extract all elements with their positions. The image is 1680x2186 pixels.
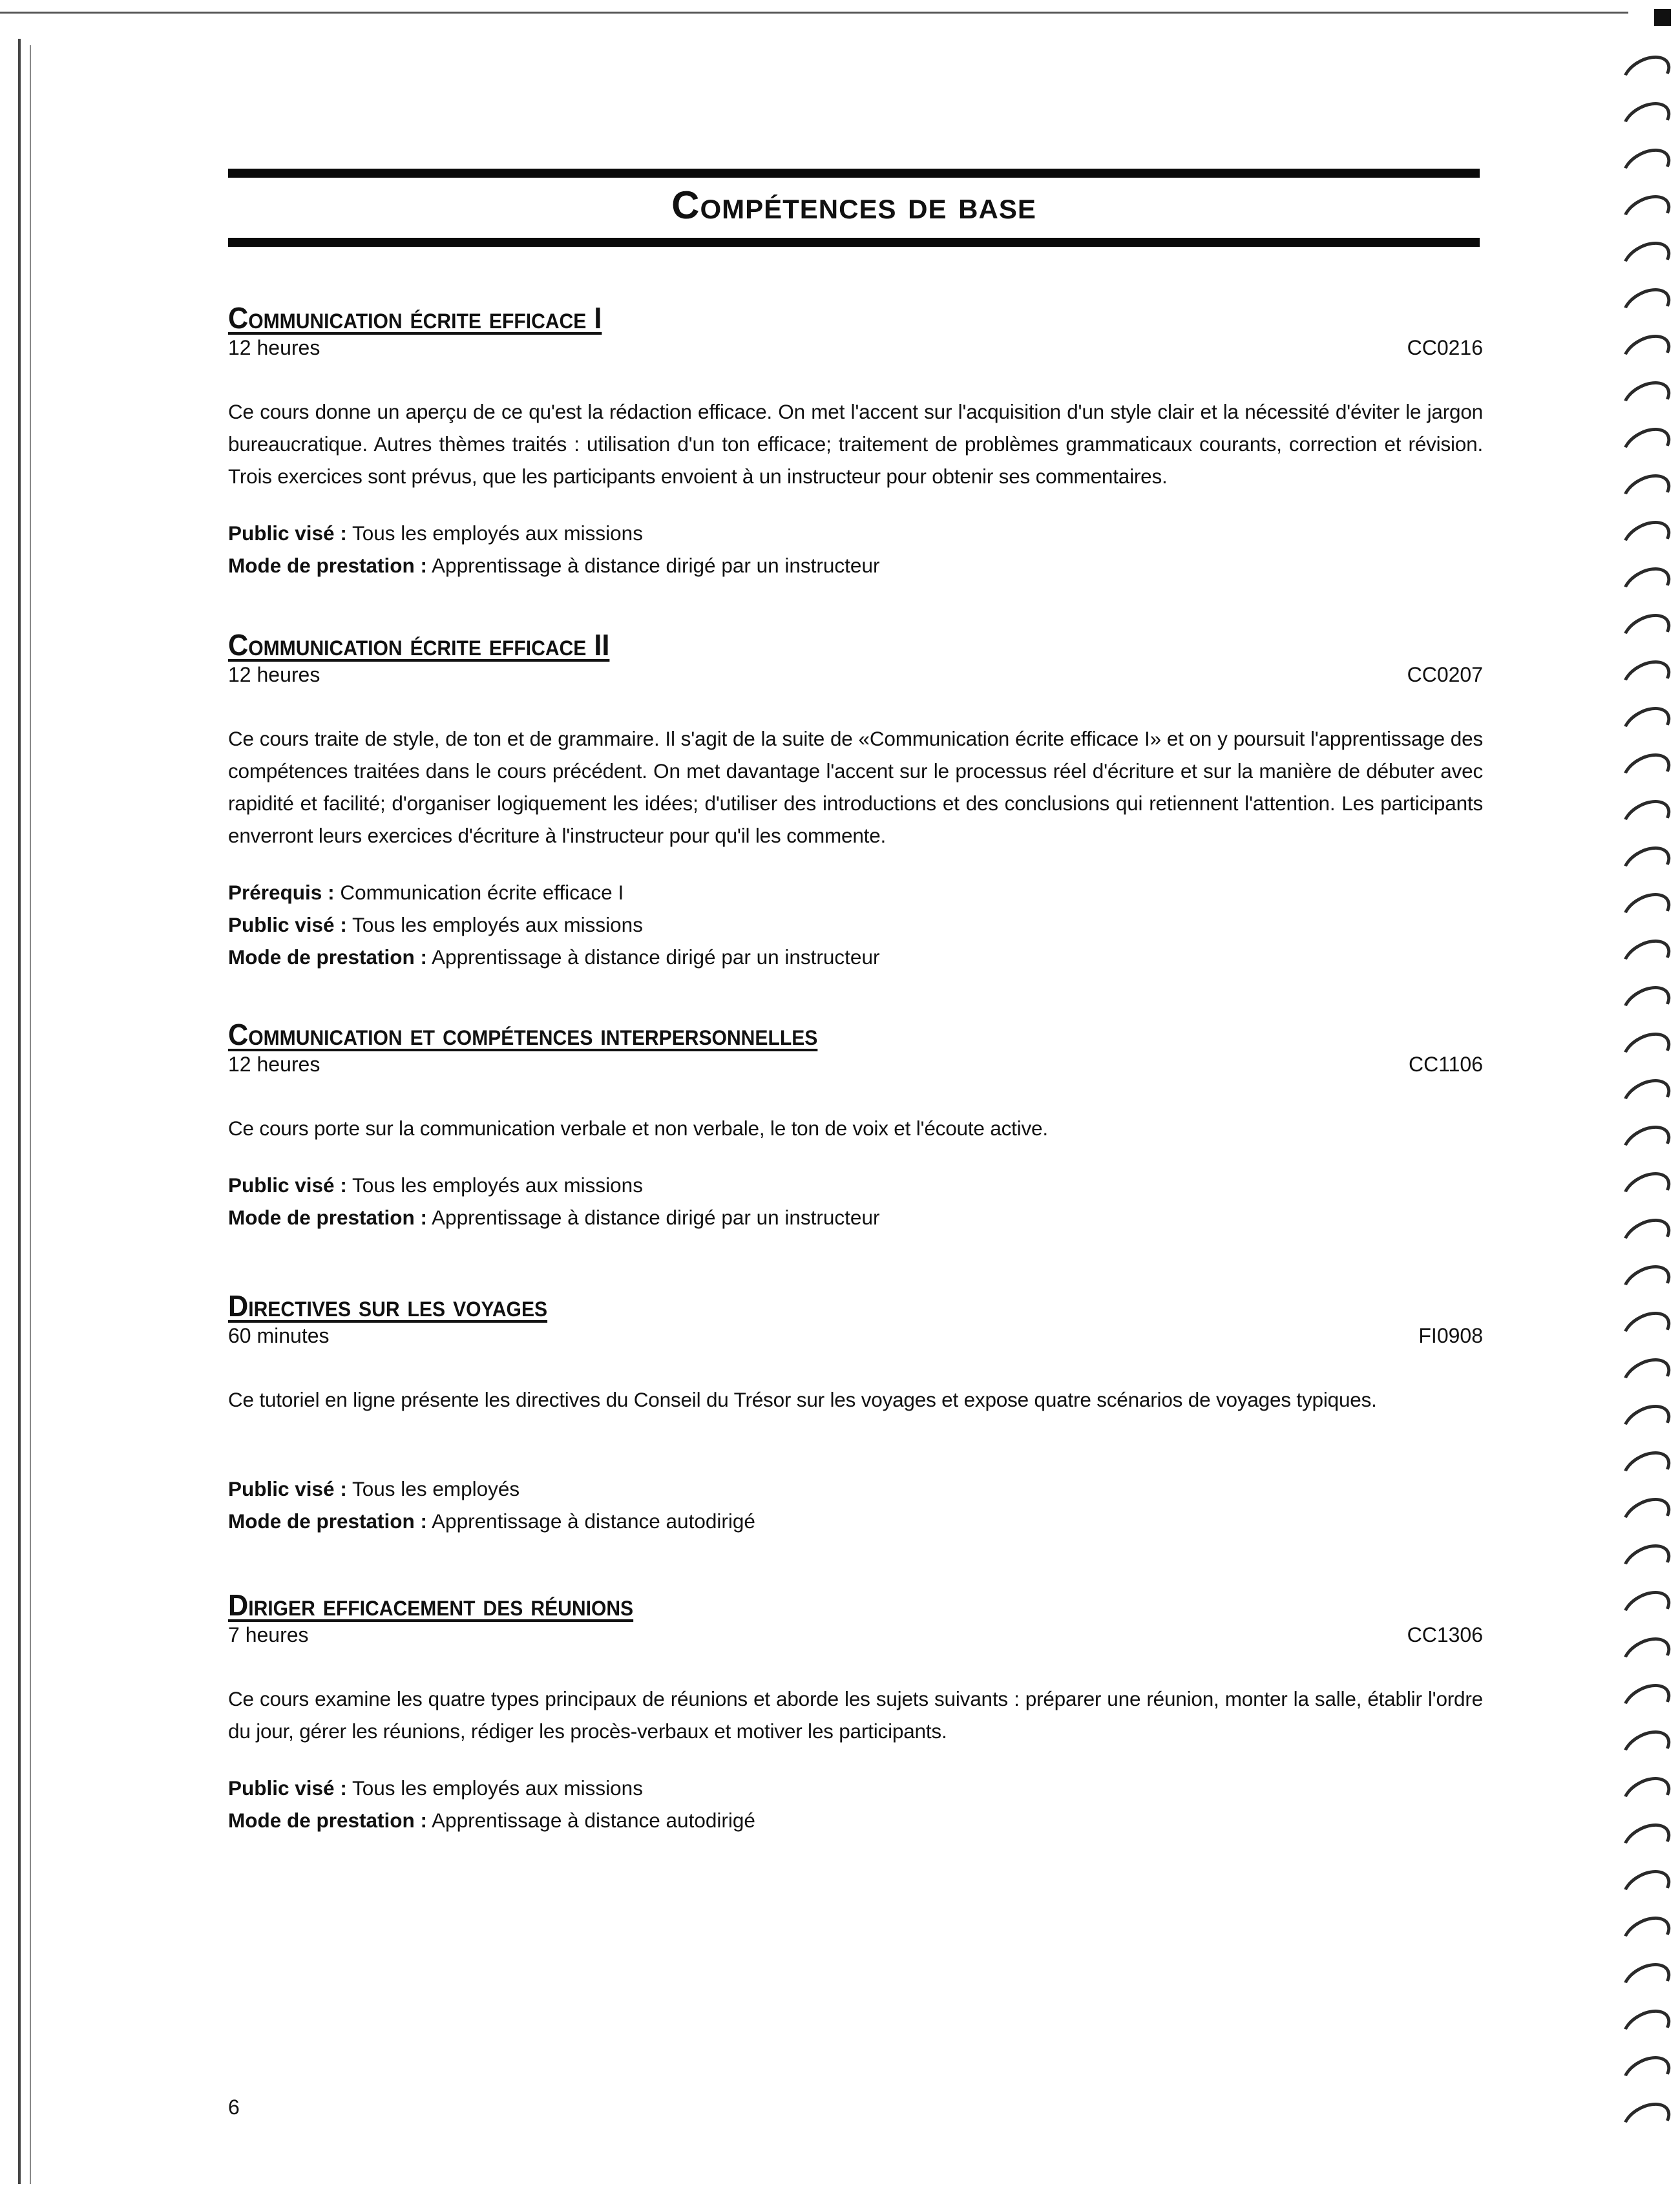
binding-loop: [1616, 1118, 1677, 1171]
course-block: [228, 1588, 1483, 1836]
audience-line: [228, 1473, 1483, 1505]
binding-loop: [1616, 1816, 1677, 1869]
delivery-label: Mode de prestation :: [228, 1509, 428, 1533]
course-duration: 12 heures: [228, 336, 320, 359]
audience-label: Public visé :: [228, 1477, 347, 1500]
prerequisite-value: Communication écrite efficace I: [340, 881, 624, 904]
audience-line: [228, 909, 1483, 941]
binding-loop: [1616, 48, 1677, 101]
binding-loop: [1616, 1769, 1677, 1822]
delivery-label: Mode de prestation :: [228, 1206, 428, 1229]
course-duration: 12 heures: [228, 1053, 320, 1076]
scan-left-edge: [18, 39, 21, 2184]
audience-line: [228, 1169, 1483, 1201]
course-description: Ce cours examine les quatre types principaux de réunions et aborde les sujets suivants : préparer une réunion, monter la salle, établir l'ordre du jour, gérer les réunions, rédiger les procès-verbaux et motiver les participants.: [228, 1687, 1483, 1743]
course-block: [228, 1289, 1483, 1537]
course-code: CC1106: [1408, 1053, 1483, 1076]
delivery-line: [228, 1804, 1483, 1836]
course-description: Ce cours traite de style, de ton et de grammaire. Il s'agit de la suite de «Communication écrite efficace I» et on y poursuit l'apprentissage des compétences traitées dans le cours précédent. On met davantage l'accent sur le processus réel d'écriture et sur la manière de débuter avec rapidité et facilité; d'organiser logiquement les idées; d'utiliser des introductions et des conclusions qui retiennent l'attention. Les participants enverront leurs exercices d'écriture à l'instructeur pour qu'il les commente.: [228, 727, 1483, 847]
audience-value: Tous les employés aux missions: [352, 913, 643, 936]
scan-left-edge-inner: [30, 45, 31, 2184]
delivery-label: Mode de prestation :: [228, 554, 428, 577]
spiral-binding: [1614, 58, 1676, 2184]
delivery-value: Apprentissage à distance dirigé par un instructeur: [432, 1206, 880, 1229]
binding-loop: [1616, 1164, 1677, 1217]
delivery-line: [228, 549, 1483, 582]
course-title: Communication écrite efficace II: [228, 628, 610, 662]
prerequisite-label: Prérequis :: [228, 881, 335, 904]
binding-loop: [1616, 560, 1677, 613]
spacer: [228, 1416, 1483, 1448]
audience-line: [228, 517, 1483, 549]
binding-loop: [1616, 234, 1677, 287]
audience-label: Public visé :: [228, 1173, 347, 1197]
binding-loop: [1616, 653, 1677, 706]
binding-loop: [1616, 885, 1677, 938]
binding-loop: [1616, 2048, 1677, 2101]
header-top-rule: [228, 169, 1480, 178]
course-meta: [228, 663, 1483, 691]
page-title: Compétences de base: [671, 184, 1036, 227]
binding-loop: [1616, 1444, 1677, 1497]
binding-loop: [1616, 1211, 1677, 1264]
binding-loop: [1616, 1537, 1677, 1590]
audience-value: Tous les employés aux missions: [352, 1173, 643, 1197]
binding-loop: [1616, 1350, 1677, 1403]
binding-loop: [1616, 1071, 1677, 1124]
binding-loop: [1616, 1583, 1677, 1636]
corner-mark: [1654, 9, 1671, 26]
delivery-line: [228, 1505, 1483, 1537]
course-details: [228, 1169, 1483, 1234]
course-title: Communication écrite efficace I: [228, 301, 602, 335]
binding-loop: [1616, 746, 1677, 799]
course-details: [228, 1772, 1483, 1836]
delivery-label: Mode de prestation :: [228, 1809, 428, 1832]
course-code: CC0216: [1407, 336, 1483, 359]
course-description: Ce cours donne un aperçu de ce qu'est la rédaction efficace. On met l'accent sur l'acquisition d'un style clair et la nécessité d'éviter le jargon bureaucratique. Autres thèmes traités : utilisation d'un ton efficace; traitement de problèmes grammaticaux courants, correction et révision. Trois exercices sont prévus, que les participants envoient à un instructeur pour obtenir ses commentaires.: [228, 400, 1483, 488]
binding-loop: [1616, 932, 1677, 985]
binding-loop: [1616, 467, 1677, 520]
delivery-line: [228, 941, 1483, 973]
binding-loop: [1616, 606, 1677, 659]
binding-loop: [1616, 513, 1677, 566]
course-details: [228, 1473, 1483, 1537]
audience-line: [228, 1772, 1483, 1804]
course-duration: 60 minutes: [228, 1324, 330, 1347]
binding-loop: [1616, 327, 1677, 380]
binding-loop: [1616, 978, 1677, 1031]
page-number: 6: [228, 2096, 240, 2119]
course-title: Directives sur les voyages: [228, 1289, 548, 1323]
binding-loop: [1616, 420, 1677, 473]
binding-loop: [1616, 1630, 1677, 1683]
audience-value: Tous les employés: [352, 1477, 520, 1500]
binding-loop: [1616, 1723, 1677, 1776]
binding-loop: [1616, 1862, 1677, 1915]
delivery-value: Apprentissage à distance dirigé par un instructeur: [432, 554, 880, 577]
delivery-label: Mode de prestation :: [228, 945, 428, 969]
audience-label: Public visé :: [228, 1776, 347, 1800]
binding-loop: [1616, 2095, 1677, 2148]
binding-loop: [1616, 280, 1677, 333]
course-description: Ce tutoriel en ligne présente les directives du Conseil du Trésor sur les voyages et expose quatre scénarios de voyages typiques.: [228, 1388, 1377, 1411]
binding-loop: [1616, 187, 1677, 240]
audience-value: Tous les employés aux missions: [352, 521, 643, 545]
audience-label: Public visé :: [228, 913, 347, 936]
binding-loop: [1616, 1025, 1677, 1078]
course-code: FI0908: [1418, 1324, 1483, 1347]
header-bottom-rule: [228, 238, 1480, 247]
course-block: [228, 1018, 1483, 1234]
course-code: CC0207: [1407, 663, 1483, 686]
binding-loop: [1616, 1397, 1677, 1450]
binding-loop: [1616, 1909, 1677, 1962]
scan-top-edge: [0, 12, 1628, 14]
course-meta: [228, 1623, 1483, 1652]
course-details: [228, 876, 1483, 973]
course-meta: [228, 1324, 1483, 1352]
binding-loop: [1616, 1490, 1677, 1543]
prerequisite-line: [228, 876, 1483, 909]
course-code: CC1306: [1407, 1623, 1483, 1646]
audience-value: Tous les employés aux missions: [352, 1776, 643, 1800]
binding-loop: [1616, 1955, 1677, 2008]
course-meta: [228, 1053, 1483, 1081]
binding-loop: [1616, 141, 1677, 194]
delivery-value: Apprentissage à distance dirigé par un instructeur: [432, 945, 880, 969]
course-duration: 7 heures: [228, 1623, 309, 1646]
binding-loop: [1616, 2002, 1677, 2055]
course-block: [228, 301, 1483, 582]
binding-loop: [1616, 1257, 1677, 1310]
binding-loop: [1616, 1304, 1677, 1357]
course-meta: [228, 336, 1483, 364]
course-details: [228, 517, 1483, 582]
delivery-value: Apprentissage à distance autodirigé: [432, 1509, 755, 1533]
binding-loop: [1616, 699, 1677, 752]
course-title: Diriger efficacement des réunions: [228, 1588, 634, 1622]
binding-loop: [1616, 792, 1677, 845]
binding-loop: [1616, 839, 1677, 892]
course-title: Communication et compétences interpersonnelles: [228, 1018, 818, 1051]
delivery-line: [228, 1201, 1483, 1234]
binding-loop: [1616, 94, 1677, 147]
binding-loop: [1616, 373, 1677, 426]
course-block: [228, 628, 1483, 973]
binding-loop: [1616, 1676, 1677, 1729]
course-description: Ce cours porte sur la communication verbale et non verbale, le ton de voix et l'écoute active.: [228, 1117, 1048, 1140]
delivery-value: Apprentissage à distance autodirigé: [432, 1809, 755, 1832]
course-duration: 12 heures: [228, 663, 320, 686]
audience-label: Public visé :: [228, 521, 347, 545]
